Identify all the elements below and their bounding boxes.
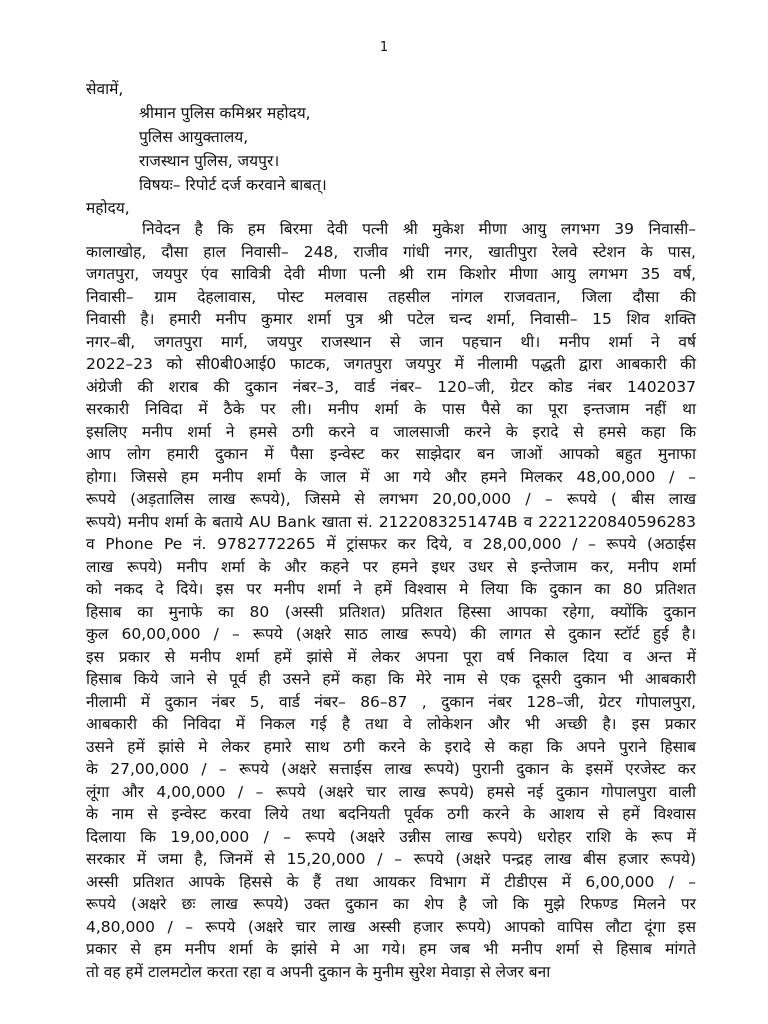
body-line: जगतपुरा, जयपुर एंव सावित्री देवी मीणा पत्नी श्री राम किशोर मीणा आयु लगभग 35 वर्ष, (86, 265, 696, 283)
body-line: कालाखोह, दौसा हाल निवासी– 248, राजीव गांधी नगर, खातीपुरा रेलवे स्टेशन के पास, (86, 242, 696, 261)
body-line: कुल 60,00,000 / – रूपये (अक्षरे साठ लाख रूपये) की लागत से दुकान स्टॉर्ट हुई है। (86, 625, 696, 643)
body-line: व Phone Pe नं. 9782772265 में ट्रांसफर कर दिये, व 28,00,000 / – रूपये (अठाईस (86, 535, 696, 553)
address-line-office: पुलिस आयुक्तालय, (139, 128, 249, 146)
body-line: आबकारी की निविदा में निकल गई है तथा वे लोकेशन और भी अच्छी है। इस प्रकार (86, 715, 696, 733)
body-line: नीलामी में दुकान नंबर 5, वार्ड नंबर– 86–87 , दुकान नंबर 128–जी, ग्रेटर गोपालपुरा, (86, 692, 696, 711)
greeting: महोदय, (86, 199, 130, 217)
body-line: दिलाया कि 19,00,000 / – रूपये (अक्षरे उन्नीस लाख रूपये) धरोहर राशि के रूप में (86, 827, 696, 846)
body-line: सरकारी निविदा में ठैके पर ली। मनीप शर्मा के पास पैसे का पूरा इन्तजाम नहीं था (86, 400, 696, 418)
body-line: लूंगा और 4,00,000 / – रूपये (अक्षरे चार लाख रूपये) हमसे नई दुकान गोपालपुरा वाली (86, 782, 696, 801)
body-line: हिसाब किये जाने से पूर्व ही उसने हमें कहा कि मेरे नाम से एक दूसरी दुकान भी आबकारी (86, 670, 696, 688)
address-block (86, 77, 327, 197)
body-line: रूपये (अड़तालिस लाख रूपये), जिसमे से लगभग 20,00,000 / – रूपये ( बीस लाख (86, 490, 696, 508)
body-line: इस प्रकार से मनीप शर्मा हमें झांसे में लेकर अपना पूरा वर्ष निकाल दिया व अन्त में (86, 647, 696, 666)
subject-line: विषयः– रिपोर्ट दर्ज करवाने बाबत्। (139, 176, 327, 194)
body-line: 2022–23 को सी0बी0आई0 फाटक, जगतपुरा जयपुर में नीलामी पद्धती द्वारा आबकारी की (86, 355, 696, 373)
body-line: निवेदन है कि हम बिरमा देवी पत्नी श्री मुकेश मीणा आयु लगभग 39 निवासी– (142, 220, 696, 238)
salutation: सेवामें, (86, 80, 124, 98)
body-line: अंग्रेजी की शराब की दुकान नंबर–3, वार्ड नंबर– 120–जी, ग्रेटर कोड नंबर 1402037 (86, 377, 696, 396)
letter-body (86, 218, 696, 983)
body-line: निवासी– ग्राम देहलावास, पोस्ट मलवास तहसील नांगल राजवतान, जिला दौसा की (86, 287, 696, 306)
body-line: रूपये (अक्षरे छः लाख रूपये) उक्त दुकान का शेप है जो कि मुझे रिफण्ड मिलने पर (86, 895, 696, 913)
address-line-city: राजस्थान पुलिस, जयपुर। (139, 152, 280, 170)
body-line: इसलिए मनीप शर्मा ने हमसे ठगी करने व जालसाजी करने के इरादे से हमसे कहा कि (86, 422, 696, 441)
body-line: के 27,00,000 / – रूपये (अक्षरे सत्ताईस लाख रूपये) पुरानी दुकान के इसमें एरजेस्ट कर (86, 760, 696, 778)
body-line: प्रकार से हम मनीप शर्मा के झांसे मे आ गये। हम जब भी मनीप शर्मा से हिसाब मांगते (86, 940, 696, 958)
body-line: लाख रूपये) मनीप शर्मा के और कहने पर हमने इधर उधर से इन्तेजाम कर, मनीप शर्मा (86, 557, 696, 576)
body-line: तो वह हमें टालमटोल करता रहा व अपनी दुकान के मुनीम सुरेश मेवाड़ा से लेजर बना (86, 962, 551, 981)
body-line: आप लोग हमारी दुकान में पैसा इन्वेस्ट कर साझेदार बन जाओं आपको बहुत मुनाफा (86, 445, 696, 463)
body-line: सरकार में जमा है, जिनमें से 15,20,000 / – रूपये (अक्षरे पन्द्रह लाख बीस हजार रूपये) (86, 850, 696, 868)
body-line: हिसाब का मुनाफे का 80 (अस्सी प्रतिशत) प्रतिशत हिस्सा आपका रहेगा, क्योंकि दुकान (86, 602, 696, 621)
body-line: को नकद दे दिये। इस पर मनीप शर्मा ने हमें विश्वास मे लिया कि दुकान का 80 प्रतिशत (86, 580, 696, 598)
body-line: नगर–बी, जगतपुरा मार्ग, जयपुर राजस्थान से जान पहचान थी। मनीप शर्मा ने वर्ष (86, 332, 696, 351)
body-line: अस्सी प्रतिशत आपके हिससे के हैं तथा आयकर विभाग में टीडीएस में 6,00,000 / – (86, 872, 696, 891)
body-line: उसने हमें झांसे मे लेकर हमारे साथ ठगी करने के इरादे से कहा कि अपने पुराने हिसाब (86, 737, 696, 756)
address-line-recipient: श्रीमान पुलिस कमिश्नर महोदय, (139, 104, 311, 122)
body-line: निवासी है। हमारी मनीप कुमार शर्मा पुत्र श्री पटेल चन्द शर्मा, निवासी– 15 शिव शक्ति (86, 310, 696, 328)
body-line: होगा। जिससे हम मनीप शर्मा के जाल में आ गये और हमने मिलकर 48,00,000 / – (86, 467, 696, 486)
body-line: 4,80,000 / – रूपये (अक्षरे चार लाख अस्सी हजार रूपये) आपको वापिस लौटा दूंगा इस (86, 917, 696, 936)
body-line: रूपये) मनीप शर्मा के बताये AU Bank खाता सं. 2122083251474B व 2221220840596283 (86, 512, 696, 531)
body-line: के नाम से इन्वेस्ट करवा लिये तथा बदनियती पूर्वक ठगी करने के आशय से हमें विश्वास (86, 805, 696, 823)
page-number: 1 (379, 40, 389, 55)
